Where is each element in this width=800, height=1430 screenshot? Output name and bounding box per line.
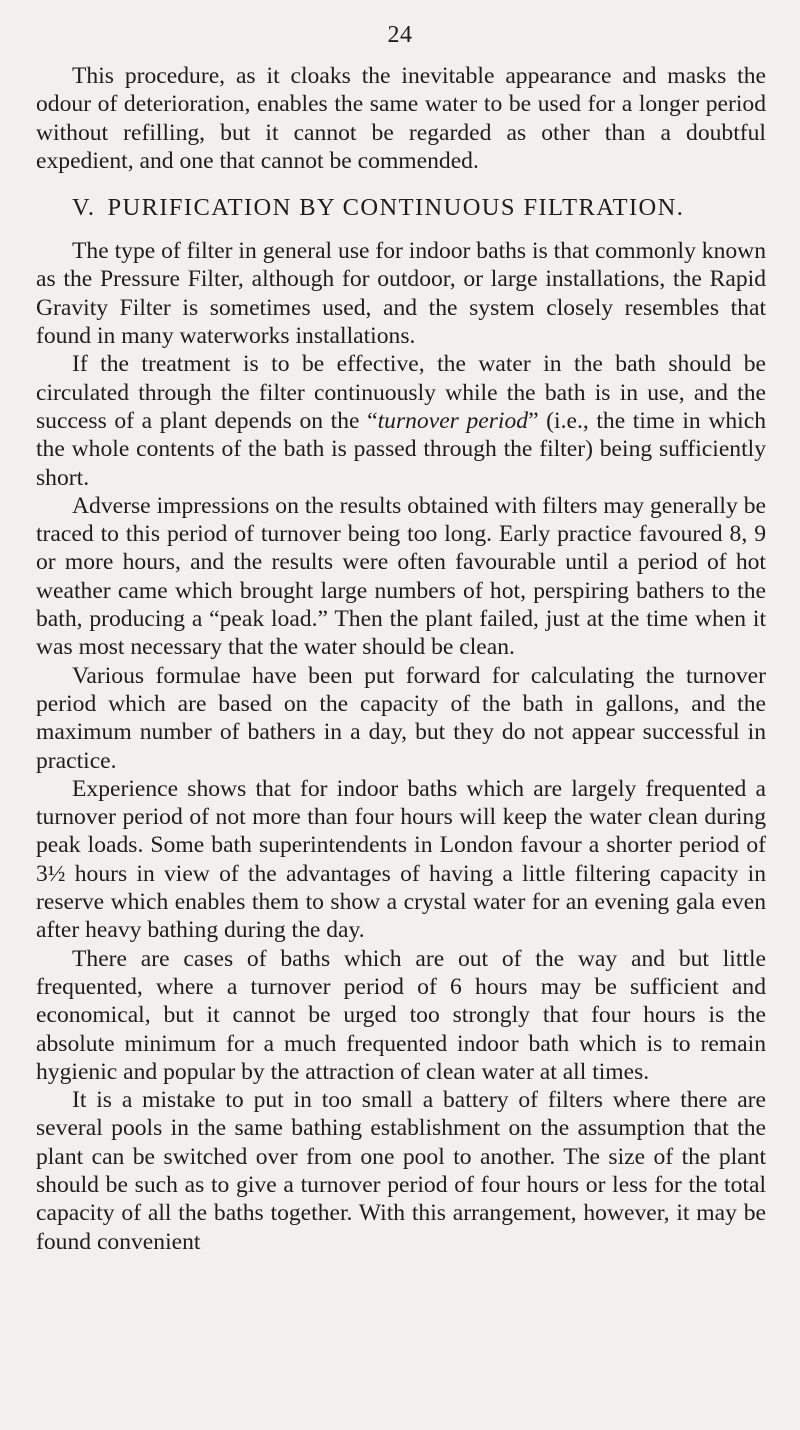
italic-text: turnover period	[377, 407, 529, 434]
paragraph-text: Various formulae have been put forward for calculating the turnover period which are based on the capacity of the bath in gallons, and the maximum number of bathers in a day, but they do not appear successful in practice.	[36, 662, 766, 774]
paragraph	[36, 1086, 766, 1256]
section-title: PURIFICATION BY CONTINUOUS FILTRATION.	[107, 194, 685, 222]
paragraph-text: It is a mistake to put in too small a battery of filters where there are several pools in the same bathing establishment on the assumption that the plant can be switched over from one pool to another. The size of the plant should be such as to give a turnover period of four hours or less for the total capacity of all the baths together. With this arrangement, however, it may be found convenient	[36, 1087, 766, 1255]
paragraph	[36, 492, 766, 662]
body-text	[36, 62, 766, 1256]
paragraph-text: ” (i.e., the time in which the whole contents of the bath is passed through the filter) being sufficiently short.	[36, 407, 766, 491]
paragraph	[36, 945, 766, 1086]
paragraph	[36, 350, 766, 491]
section-heading	[36, 193, 766, 223]
paragraph-text: Experience shows that for indoor baths which are largely frequented a turnover period of not more than four hours will keep the water clean during peak loads. Some bath superintendents in London favour a shorter period of 3½ hours in view of the advantages of having a little filtering capacity in reserve which enables them to show a crystal water for an evening gala even after heavy bathing during the day.	[36, 775, 766, 944]
paragraph-text: There are cases of baths which are out of the way and but little frequented, where a turnover period of 6 hours may be sufficient and economical, but it cannot be urged too strongly that four hours is the absolute minimum for a much frequented indoor bath which is to remain hygienic and popular by the attraction of clean water at all times.	[36, 945, 766, 1085]
paragraph-text: If the treatment is to be effective, the water in the bath should be circulated through the filter continuously while the bath is in use, and the success of a plant depends on the “	[36, 351, 766, 434]
paragraph-text: This procedure, as it cloaks the inevitable appearance and masks the odour of deterioration, enables the same water to be used for a longer period without refilling, but it cannot be regarded as other than a doubtful expedient, and one that cannot be commended.	[36, 63, 766, 174]
paragraph	[36, 662, 766, 775]
paragraph-text: The type of filter in general use for indoor baths is that commonly known as the Pressure Filter, although for outdoor, or large installations, the Rapid Gravity Filter is sometimes used, and the system closely resembles that found in many waterworks installations.	[36, 238, 766, 350]
paragraph	[36, 237, 766, 350]
paragraph	[36, 775, 766, 945]
page-number: 24	[387, 22, 413, 48]
paragraph	[36, 62, 766, 175]
paragraph-text: Adverse impressions on the results obtained with filters may generally be traced to this period of turnover being too long. Early practice favoured 8, 9 or more hours, and the results were often favourable until a period of hot weather came which brought large numbers of hot, perspiring bathers to the bath, producing a “peak load.” Then the plant failed, just at the time when it was most necessary that the water should be clean.	[36, 492, 766, 661]
section-numeral: V.	[72, 194, 96, 222]
